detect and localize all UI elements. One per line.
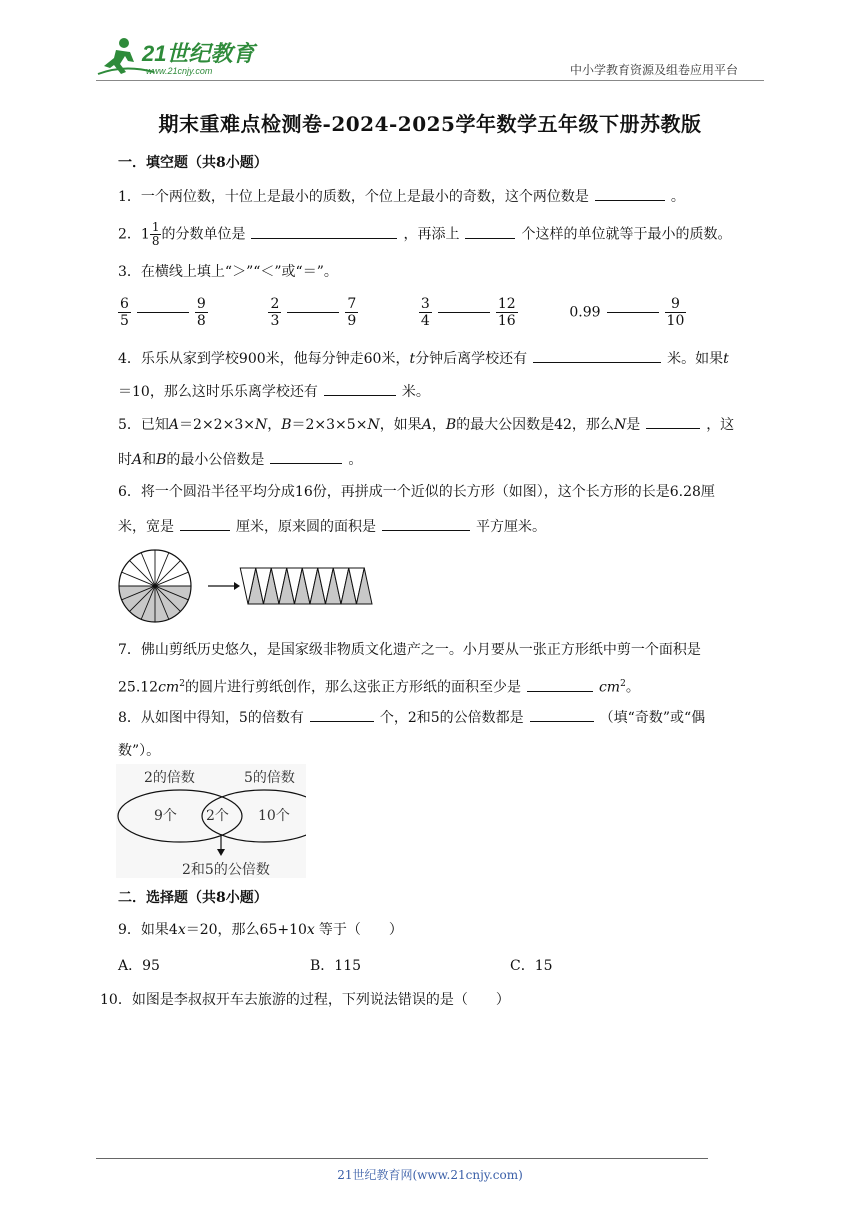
q3-item-1 bbox=[118, 296, 264, 329]
compare-blank[interactable] bbox=[137, 312, 189, 313]
q2-number: 2． bbox=[118, 226, 141, 243]
question-4-line-2 bbox=[118, 381, 430, 402]
frac-den: 4 bbox=[420, 313, 430, 329]
frac-den: 16 bbox=[497, 313, 516, 329]
frac-num: 3 bbox=[420, 296, 430, 312]
venn-label-right: 5的倍数 bbox=[244, 770, 295, 786]
q4-text-a: 4．乐乐从家到学校900米，他每分钟走60米， bbox=[118, 351, 410, 367]
var-t: t bbox=[409, 351, 416, 367]
q4-text-c: 米。如果 bbox=[667, 351, 724, 367]
answer-blank[interactable] bbox=[595, 186, 665, 201]
var-a: A bbox=[132, 452, 143, 468]
compare-blank[interactable] bbox=[607, 312, 659, 313]
q4-text-e: 米。 bbox=[401, 384, 430, 400]
compare-blank[interactable] bbox=[438, 312, 490, 313]
q5-eq-a: ＝2×2×3× bbox=[179, 417, 255, 433]
var-n: N bbox=[254, 417, 268, 433]
frac-num: 9 bbox=[196, 296, 206, 312]
q5-text: 和 bbox=[142, 452, 157, 468]
frac-num: 6 bbox=[120, 296, 129, 312]
answer-blank[interactable] bbox=[270, 449, 342, 464]
answer-blank[interactable] bbox=[530, 707, 594, 722]
q3-comparisons bbox=[118, 296, 686, 329]
question-10: 10．如图是李叔叔开车去旅游的过程，下列说法错误的是（ ） bbox=[100, 992, 510, 1008]
q1-end: 。 bbox=[670, 189, 685, 205]
q4-text-b: 分钟后离学校还有 bbox=[415, 351, 528, 367]
compare-blank[interactable] bbox=[287, 312, 339, 313]
q5-text: 的最大公因数是42，那么 bbox=[456, 417, 614, 433]
venn-left-count: 9个 bbox=[154, 808, 177, 824]
answer-blank[interactable] bbox=[324, 381, 396, 396]
frac-num: 2 bbox=[270, 296, 280, 312]
question-4-line-1 bbox=[118, 348, 729, 369]
q5-eq-b: ＝2×3×5× bbox=[291, 417, 368, 433]
q7-end: 。 bbox=[625, 679, 640, 696]
platform-name: 中小学教育资源及组卷应用平台 bbox=[570, 63, 739, 77]
q5-comma: ， bbox=[431, 417, 446, 433]
frac-den: 8 bbox=[196, 313, 206, 329]
venn-mid-count: 2个 bbox=[206, 808, 229, 824]
frac-den: 3 bbox=[270, 313, 280, 329]
question-9 bbox=[118, 920, 403, 940]
q5-text: 时 bbox=[118, 452, 132, 468]
q1-text: 1．一个两位数，十位上是最小的质数，个位上是最小的奇数，这个两位数是 bbox=[118, 189, 589, 205]
option-a[interactable]: A．95 bbox=[118, 958, 160, 974]
q5-text: 5．已知 bbox=[118, 417, 169, 433]
frac-den: 9 bbox=[347, 313, 357, 329]
q5-comma: ， bbox=[267, 417, 282, 433]
footer-divider bbox=[96, 1158, 708, 1159]
answer-blank[interactable] bbox=[382, 516, 470, 531]
venn-label-left: 2的倍数 bbox=[144, 770, 195, 786]
frac-num: 9 bbox=[665, 296, 687, 313]
option-b[interactable]: B．115 bbox=[310, 958, 362, 974]
answer-blank[interactable] bbox=[180, 516, 230, 531]
q6-text: 平方厘米。 bbox=[476, 519, 546, 535]
question-5-line-1 bbox=[118, 414, 734, 435]
frac-num: 7 bbox=[347, 296, 357, 312]
frac-den: 10 bbox=[666, 313, 685, 329]
question-6-line-1: 6．将一个圆沿半径平均分成16份，再拼成一个近似的长方形（如图），这个长方形的长是6.28厘 bbox=[118, 484, 715, 500]
answer-blank[interactable] bbox=[310, 707, 374, 722]
question-6-line-2 bbox=[118, 516, 546, 537]
q5-text: 。 bbox=[348, 452, 363, 468]
option-c[interactable]: C．15 bbox=[510, 958, 553, 974]
circle-rectangle-figure bbox=[116, 548, 376, 626]
q3-item-3 bbox=[419, 296, 565, 329]
q4-text-d: ＝10，那么这时乐乐离学校还有 bbox=[118, 384, 318, 400]
logo-url: www.21cnjy.com bbox=[146, 66, 213, 76]
unit-cm: cm bbox=[598, 679, 621, 696]
venn-right-count: 10个 bbox=[258, 808, 290, 824]
question-8-line-1 bbox=[118, 707, 705, 728]
var-a: A bbox=[421, 417, 432, 433]
divided-circle bbox=[119, 550, 191, 622]
section-heading-fill: 一．填空题（共8小题） bbox=[118, 155, 268, 171]
var-n: N bbox=[367, 417, 380, 433]
answer-blank[interactable] bbox=[251, 224, 397, 239]
unit-sup: 2 bbox=[620, 679, 626, 689]
answer-blank[interactable] bbox=[533, 348, 661, 363]
q2-text-c: 个这样的单位就等于最小的质数。 bbox=[521, 226, 732, 243]
arrow-icon bbox=[208, 582, 240, 590]
q3-item-2 bbox=[268, 296, 414, 329]
var-n: N bbox=[613, 417, 627, 433]
frac-den: 5 bbox=[120, 313, 129, 329]
q5-text: ，如果 bbox=[379, 417, 422, 433]
var-t: t bbox=[723, 351, 729, 367]
var-b: B bbox=[445, 417, 457, 433]
var-a: A bbox=[168, 417, 180, 433]
answer-blank[interactable] bbox=[465, 224, 515, 239]
q2-frac-num: 1 bbox=[151, 220, 160, 234]
unit-sup: 2 bbox=[179, 679, 185, 689]
unit-cm: cm bbox=[158, 679, 180, 696]
q9-text: 等于（ ） bbox=[318, 922, 403, 938]
q5-text: ，这 bbox=[706, 417, 735, 433]
var-b: B bbox=[281, 417, 292, 433]
q9-text: ＝20，那么65+10 bbox=[185, 922, 307, 938]
var-b: B bbox=[156, 452, 167, 468]
q9-text: 9．如果4 bbox=[118, 922, 178, 938]
section-heading-choice: 二．选择题（共8小题） bbox=[118, 890, 268, 906]
q2-text-b: ，再添上 bbox=[403, 226, 460, 243]
q2-whole: 1 bbox=[140, 226, 150, 243]
q8-text: 8．从如图中得知，5的倍数有 bbox=[118, 710, 304, 726]
answer-blank[interactable] bbox=[527, 677, 593, 692]
q2-frac-den: 8 bbox=[151, 234, 160, 248]
q3-item-4 bbox=[569, 296, 686, 329]
q7-text: 的圆片进行剪纸创作，那么这张正方形纸的面积至少是 bbox=[184, 679, 521, 696]
q2-text-a: 的分数单位是 bbox=[161, 226, 246, 243]
footer-text: 21世纪教育网(www.21cnjy.com) bbox=[337, 1168, 523, 1182]
q8-text: （填“奇数”或“偶 bbox=[599, 710, 706, 726]
q7-area: 25.12 bbox=[118, 679, 159, 696]
question-3: 3．在横线上填上“＞”“＜”或“＝”。 bbox=[118, 264, 338, 280]
q2-fraction bbox=[150, 221, 162, 248]
question-7-line-1: 7．佛山剪纸历史悠久，是国家级非物质文化遗产之一。小月要从一张正方形纸中剪一个面积是 bbox=[118, 642, 701, 658]
q9-options bbox=[118, 956, 553, 976]
venn-diagram bbox=[116, 764, 306, 878]
venn-bottom-label: 2和5的公倍数 bbox=[182, 862, 270, 878]
question-7-line-2 bbox=[118, 674, 640, 698]
q5-text: 的最小公倍数是 bbox=[166, 452, 265, 468]
question-8-line-2: 数”）。 bbox=[118, 743, 161, 759]
q5-text: 是 bbox=[626, 417, 641, 433]
logo-text: 21世纪教育 bbox=[142, 41, 255, 66]
var-x: x bbox=[177, 922, 186, 938]
answer-blank[interactable] bbox=[646, 414, 700, 429]
page-title: 期末重难点检测卷-2024-2025学年数学五年级下册苏教版 bbox=[158, 112, 702, 136]
approx-rectangle bbox=[240, 568, 372, 604]
decimal-value: 0.99 bbox=[569, 304, 601, 321]
frac-num: 12 bbox=[497, 296, 516, 312]
header-divider bbox=[96, 80, 764, 81]
logo bbox=[94, 34, 269, 78]
q8-text: 个，2和5的公倍数都是 bbox=[379, 710, 524, 726]
question-5-line-2 bbox=[118, 449, 362, 470]
var-x: x bbox=[306, 922, 315, 938]
question-1 bbox=[118, 186, 685, 207]
question-2 bbox=[118, 221, 731, 248]
q6-text: 米，宽是 bbox=[118, 519, 174, 535]
q6-text: 厘米，原来圆的面积是 bbox=[236, 519, 376, 535]
